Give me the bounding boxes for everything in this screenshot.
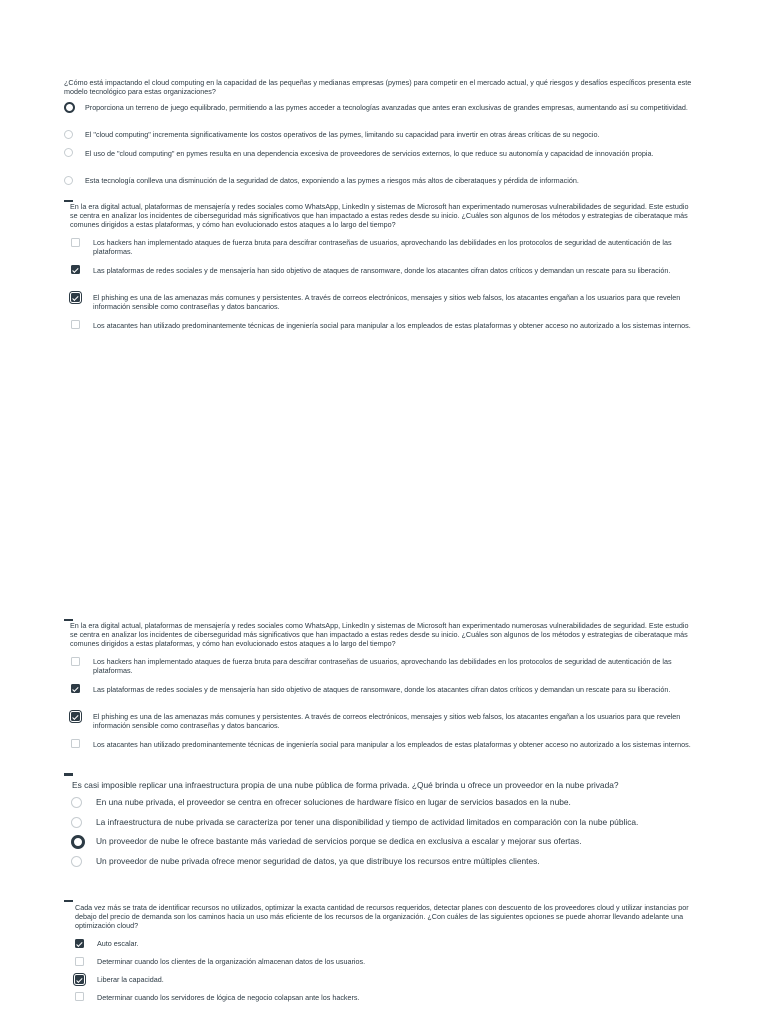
q1-option-2-radio[interactable] [64,130,73,139]
q5-option-3-label: Liberar la capacidad. [97,975,164,984]
q5-option-1-label: Auto escalar. [97,939,139,948]
q5-option-4-label: Determinar cuando los servidores de lógica de negocio colapsan ante los hackers. [97,993,360,1002]
q1-option-2-label: El "cloud computing" incrementa significativamente los costos operativos de las pymes, limitando su capacidad para invertir en otras áreas críticas de su negocio. [85,130,600,139]
q4-option-1-label: En una nube privada, el proveedor se centra en ofrecer soluciones de hardware físico en lugar de servicios basados en la nube. [96,797,571,807]
q2r-option-4-checkbox[interactable] [71,739,80,748]
q4-option-3-label: Un proveedor de nube le ofrece bastante más variedad de servicios porque se dedica en exclusiva a escalar y mejorar sus ofertas. [96,836,582,846]
q4-option-4-label: Un proveedor de nube privada ofrece menor seguridad de datos, ya que distribuye los recursos entre múltiples clientes. [96,856,540,866]
question-2-repeat-text: En la era digital actual, plataformas de mensajería y redes sociales como WhatsApp, LinkedIn y sistemas de Microsoft han experimentado numerosas vulnerabilidades de seguridad. Este estudio se centra en analizar los incidentes de ciberseguridad más significativos que han impactado a estas redes desde su inicio. ¿Cuáles son algunos de los métodos y estrategias de ciberataque más comunes dirigidos a estas plataformas, y cómo han evolucionado estos ataques a lo largo del tiempo? [70,621,689,648]
q1-option-3-radio[interactable] [64,148,73,157]
q2-option-4-label: Los atacantes han utilizado predominantemente técnicas de ingeniería social para manipular a los empleados de estas plataformas y obtener acceso no autorizado a los sistemas internos. [93,321,691,330]
question-1-text: ¿Cómo está impactando el cloud computing en la capacidad de las pequeñas y medianas empresas (pymes) para competir en el mercado actual, y qué riesgos y desafíos específicos presenta este modelo tecnológico para estas organizaciones? [64,78,692,96]
q4-option-1-radio[interactable] [71,797,82,808]
q5-option-4-checkbox[interactable] [75,992,84,1001]
q4-option-4-radio[interactable] [71,856,82,867]
q1-option-4-label: Esta tecnología conlleva una disminución de la seguridad de datos, exponiendo a las pymes a riesgos más altos de ciberataques y pérdida de información. [85,176,579,185]
q2r-option-2-checkbox[interactable] [71,684,80,693]
q1-option-3-label: El uso de "cloud computing" en pymes resulta en una dependencia excesiva de proveedores de servicios externos, lo que reduce su autonomía y capacidad de innovación propia. [85,149,654,158]
question-4-text: Es casi imposible replicar una infraestructura propia de una nube pública de forma privada. ¿Qué brinda u ofrece un proveedor en la nube privada? [72,780,619,790]
q4-option-2-label: La infraestructura de nube privada se caracteriza por tener una disponibilidad y tiempo de actividad limitados en comparación con la nube pública. [96,817,639,827]
q1-option-1-label: Proporciona un terreno de juego equilibrado, permitiendo a las pymes acceder a tecnologías avanzadas que antes eran exclusivas de grandes empresas, aumentando así su competitividad. [85,103,688,112]
q4-option-2-radio[interactable] [71,817,82,828]
q2-option-4-checkbox[interactable] [71,320,80,329]
q4-option-3-radio[interactable] [71,835,85,849]
q2-option-3-checkbox[interactable] [71,293,80,302]
q2r-option-4-label: Los atacantes han utilizado predominantemente técnicas de ingeniería social para manipular a los empleados de estas plataformas y obtener acceso no autorizado a los sistemas internos. [93,740,691,749]
q1-option-1-radio[interactable] [64,102,75,113]
question-divider [64,900,73,902]
q5-option-2-checkbox[interactable] [75,957,84,966]
q2r-option-1-checkbox[interactable] [71,657,80,666]
q2r-option-3-checkbox[interactable] [71,712,80,721]
q2r-option-3-label: El phishing es una de las amenazas más comunes y persistentes. A través de correos electrónicos, mensajes y sitios web falsos, los atacantes engañan a los usuarios para que revelen información sensible como contraseñas y datos bancarios. [93,712,681,730]
q2r-option-2-label: Las plataformas de redes sociales y de mensajería han sido objetivo de ataques de ransomware, donde los atacantes cifran datos críticos y demandan un rescate para su liberación. [93,685,671,694]
question-5-text: Cada vez más se trata de identificar recursos no utilizados, optimizar la exacta cantidad de recursos requeridos, detectar planes con descuento de los proveedores cloud y utilizar instancias por debajo del precio de demanda son los caminos hacia un uso más eficiente de los recursos de la organización. ¿Con cuáles de las siguientes opciones se puede ahorrar llevando adelante una optimización cloud? [75,903,689,930]
q5-option-2-label: Determinar cuando los clientes de la organización almacenan datos de los usuarios. [97,957,366,966]
q2r-option-1-label: Los hackers han implementado ataques de fuerza bruta para descifrar contraseñas de usuarios, aprovechando las debilidades en los protocolos de seguridad de autenticación de las plataformas. [93,657,672,675]
q2-option-1-label: Los hackers han implementado ataques de fuerza bruta para descifrar contraseñas de usuarios, aprovechando las debilidades en los protocolos de seguridad de autenticación de las plataformas. [93,238,672,256]
q5-option-3-checkbox[interactable] [75,975,84,984]
question-divider [64,773,73,776]
q2-option-1-checkbox[interactable] [71,238,80,247]
question-2-text: En la era digital actual, plataformas de mensajería y redes sociales como WhatsApp, LinkedIn y sistemas de Microsoft han experimentado numerosas vulnerabilidades de seguridad. Este estudio se centra en analizar los incidentes de ciberseguridad más significativos que han impactado a estas redes desde su inicio. ¿Cuáles son algunos de los métodos y estrategias de ciberataque más comunes dirigidos a estas plataformas, y cómo han evolucionado estos ataques a lo largo del tiempo? [70,202,689,229]
q2-option-2-checkbox[interactable] [71,265,80,274]
q5-option-1-checkbox[interactable] [75,939,84,948]
q1-option-4-radio[interactable] [64,176,73,185]
q2-option-2-label: Las plataformas de redes sociales y de mensajería han sido objetivo de ataques de ransomware, donde los atacantes cifran datos críticos y demandan un rescate para su liberación. [93,266,671,275]
q2-option-3-label: El phishing es una de las amenazas más comunes y persistentes. A través de correos electrónicos, mensajes y sitios web falsos, los atacantes engañan a los usuarios para que revelen información sensible como contraseñas y datos bancarios. [93,293,681,311]
